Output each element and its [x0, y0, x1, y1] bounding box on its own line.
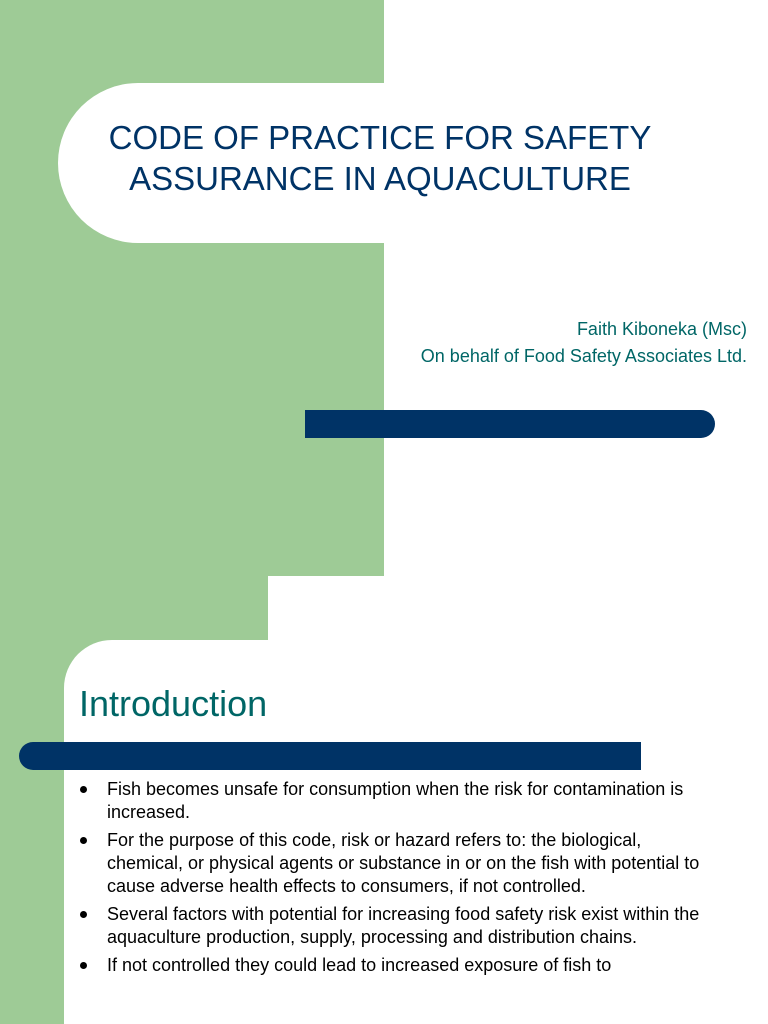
bullet-dot-icon [80, 911, 87, 918]
bullet-text: If not controlled they could lead to increased exposure of fish to [107, 955, 612, 975]
slide-title: CODE OF PRACTICE FOR SAFETY ASSURANCE IN AQUACULTURE [108, 119, 652, 197]
bullet-text: Several factors with potential for increasing food safety risk exist within the aquaculture production, supply, processing and distribution chains. [107, 904, 700, 947]
bullet-list [78, 778, 718, 982]
bullet-text: For the purpose of this code, risk or hazard refers to: the biological, chemical, or physical agents or substance in or on the fish with potential to cause adverse health effects to consumers, if not controlled. [107, 830, 700, 896]
bullet-item [78, 954, 718, 977]
introduction-slide [0, 576, 768, 1024]
bullet-text: Fish becomes unsafe for consumption when the risk for contamination is increased. [107, 779, 684, 822]
bullet-item [78, 829, 718, 898]
author-name: Faith Kiboneka (Msc) [576, 319, 747, 339]
section-heading: Introduction [79, 683, 268, 724]
bullet-dot-icon [80, 786, 87, 793]
bullet-item [78, 778, 718, 824]
bullet-item [78, 903, 718, 949]
bullet-dot-icon [80, 837, 87, 844]
organization-name: On behalf of Food Safety Associates Ltd. [420, 346, 747, 366]
accent-bar [305, 410, 715, 438]
bullet-dot-icon [80, 962, 87, 969]
accent-bar [19, 742, 641, 770]
